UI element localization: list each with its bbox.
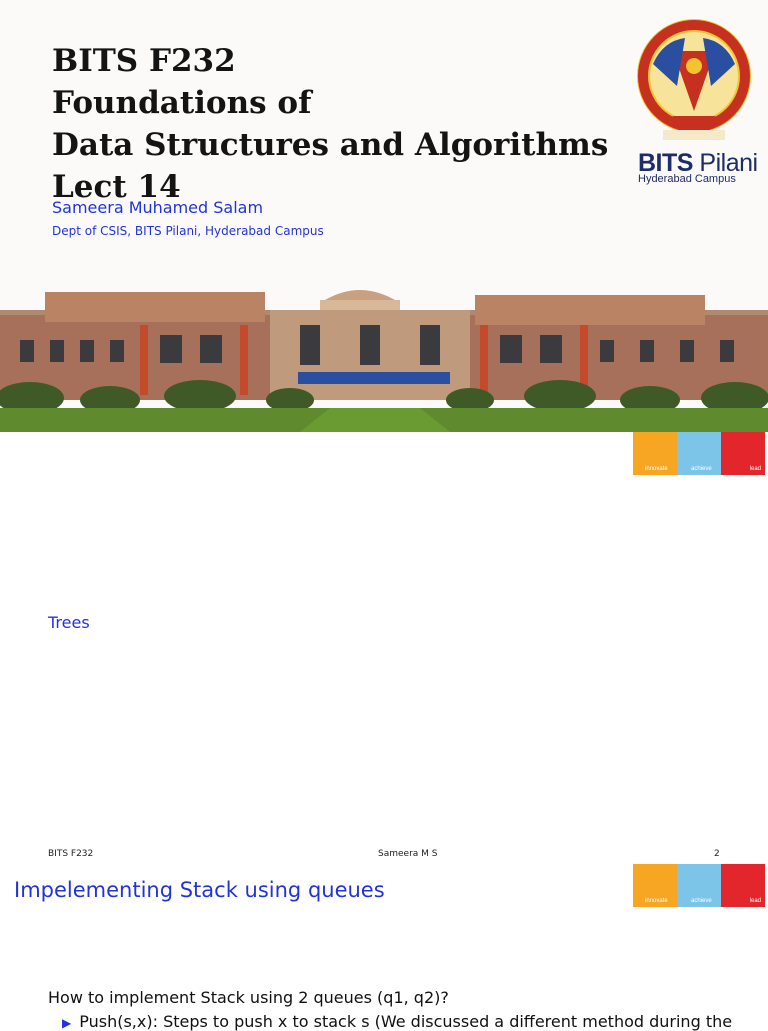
footer-page-number: 2 [714,849,720,859]
innovate-achieve-lead-banner [633,864,765,907]
course-name-line2: Data Structures and Algorithms [52,127,609,163]
department: Dept of CSIS, BITS Pilani, Hyderabad Campus [52,224,324,238]
achieve-segment: achieve [677,864,721,907]
author-name: Sameera Muhamed Salam [52,198,264,217]
lead-segment: lead [721,432,765,475]
motto-ribbon-icon [633,130,755,140]
bits-emblem-icon [633,16,755,146]
innovate-achieve-lead-banner [633,432,765,475]
lecture-number: Lect 14 [52,169,181,205]
brand-campus: Hyderabad Campus [638,173,736,185]
bullet-push [62,1012,732,1031]
slide-title: Impelementing Stack using queues [14,878,385,902]
title-slide [0,0,768,432]
innovate-segment: innovate [633,864,677,907]
innovate-segment: innovate [633,432,677,475]
bullet-push-text: Push(s,x): Steps to push x to stack s (We discussed a different method during the [79,1012,733,1031]
course-code: BITS F232 [52,43,236,79]
lead-segment: lead [721,864,765,907]
campus-building-photo [0,280,768,432]
footer-author: Sameera M S [378,849,438,859]
course-name-line1: Foundations of [52,85,312,121]
achieve-segment: achieve [677,432,721,475]
bullet-triangle-icon: ▶ [62,1016,72,1030]
section-topic: Trees [48,613,90,632]
brand-wordmark: BITS Pilani [638,149,758,177]
footer-course: BITS F232 [48,849,94,859]
question-text: How to implement Stack using 2 queues (q1, q2)? [48,988,449,1007]
